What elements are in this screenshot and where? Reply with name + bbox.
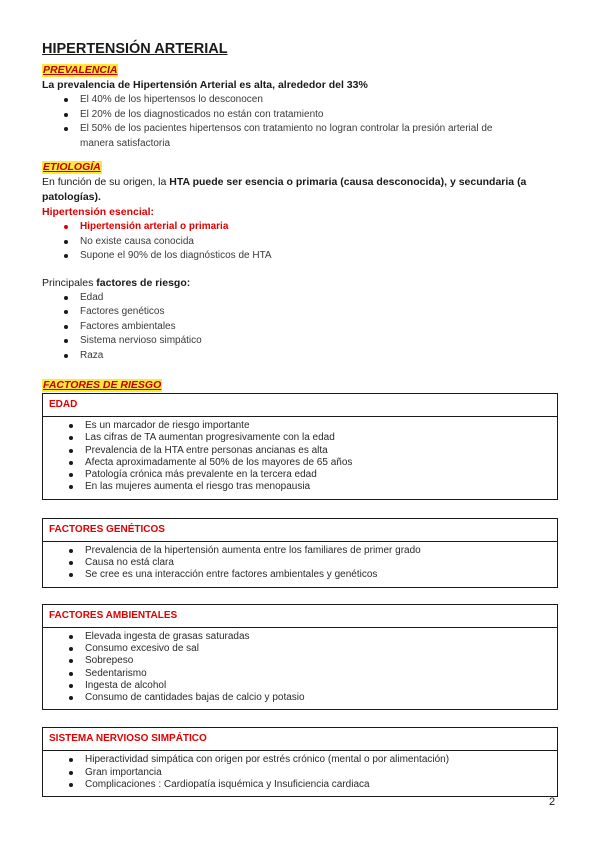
list-item: Ingesta de alcohol — [85, 680, 557, 692]
ambientales-box-title: FACTORES AMBIENTALES — [43, 605, 557, 628]
ambientales-list — [43, 631, 557, 705]
list-item: El 40% de los hipertensos lo desconocen — [80, 93, 558, 108]
list-item: Complicaciones : Cardiopatía isquémica y Insuficiencia cardiaca — [85, 779, 557, 791]
etiologia-heading: ETIOLOGÍA — [43, 161, 101, 173]
prevalencia-section — [42, 60, 558, 151]
factores-list — [42, 291, 558, 364]
prevalencia-list — [42, 93, 558, 137]
ambientales-box — [42, 604, 558, 711]
list-item: Hipertensión arterial o primaria — [80, 220, 558, 235]
list-item: Prevalencia de la HTA entre personas ancianas es alta — [85, 445, 557, 457]
list-item: Es un marcador de riesgo importante — [85, 420, 557, 432]
etiologia-intro-plain: En función de su origen, la — [42, 176, 170, 188]
list-item: Raza — [80, 349, 558, 364]
list-item: Consumo excesivo de sal — [85, 643, 557, 655]
simpatico-box — [42, 727, 558, 797]
etiologia-intro-cont: patologías). — [42, 191, 101, 203]
list-item: Edad — [80, 291, 558, 306]
esencial-heading: Hipertensión esencial: — [42, 206, 155, 218]
list-item: Causa no está clara — [85, 557, 557, 569]
list-item: Consumo de cantidades bajas de calcio y potasio — [85, 692, 557, 704]
geneticos-box-title: FACTORES GENÉTICOS — [43, 519, 557, 542]
list-item: Las cifras de TA aumentan progresivamente con la edad — [85, 432, 557, 444]
factores-riesgo-heading: FACTORES DE RIESGO — [43, 379, 162, 391]
list-item: Gran importancia — [85, 767, 557, 779]
list-item: Sistema nervioso simpático — [80, 334, 558, 349]
list-item: Sedentarismo — [85, 668, 557, 680]
list-item-continuation: manera satisfactoria — [80, 137, 171, 149]
edad-box-title: EDAD — [43, 394, 557, 417]
simpatico-box-title: SISTEMA NERVIOSO SIMPÁTICO — [43, 728, 557, 751]
list-item: Factores genéticos — [80, 305, 558, 320]
document-title: HIPERTENSIÓN ARTERIAL — [42, 41, 228, 57]
simpatico-list — [43, 754, 557, 791]
list-item: Hiperactividad simpática con origen por estrés crónico (mental o por alimentación) — [85, 754, 557, 766]
list-item: En las mujeres aumenta el riesgo tras menopausia — [85, 481, 557, 493]
list-item: Se cree es una interacción entre factores ambientales y genéticos — [85, 569, 557, 581]
list-item: Afecta aproximadamente al 50% de los mayores de 65 años — [85, 457, 557, 469]
list-item: El 20% de los diagnosticados no están con tratamiento — [80, 108, 558, 123]
factores-intro — [42, 276, 558, 291]
edad-list — [43, 420, 557, 494]
esencial-list — [42, 220, 558, 264]
etiologia-intro-bold: HTA puede ser esencia o primaria (causa desconocida), y secundaria (a — [169, 176, 527, 188]
etiologia-section — [42, 157, 558, 363]
list-item: El 50% de los pacientes hipertensos con tratamiento no logran controlar la presión arterial de — [80, 122, 558, 137]
list-item: Supone el 90% de los diagnósticos de HTA — [80, 249, 558, 264]
prevalencia-heading: PREVALENCIA — [43, 64, 118, 76]
geneticos-box — [42, 518, 558, 588]
factores-intro-plain: Principales — [42, 276, 97, 289]
factores-intro-bold: factores de riesgo: — [96, 276, 191, 289]
list-item: Sobrepeso — [85, 655, 557, 667]
factores-riesgo-section — [42, 375, 558, 797]
document-page — [42, 40, 558, 797]
list-item: Factores ambientales — [80, 320, 558, 335]
list-item: Elevada ingesta de grasas saturadas — [85, 631, 557, 643]
page-number: 2 — [549, 796, 556, 808]
list-item: No existe causa conocida — [80, 235, 558, 250]
list-item: Prevalencia de la hipertensión aumenta entre los familiares de primer grado — [85, 545, 557, 557]
prevalencia-lead: La prevalencia de Hipertensión Arterial es alta, alrededor del 33% — [42, 79, 368, 91]
etiologia-intro — [42, 175, 558, 190]
edad-box — [42, 393, 558, 500]
list-item: Patología crónica más prevalente en la tercera edad — [85, 469, 557, 481]
geneticos-list — [43, 545, 557, 582]
